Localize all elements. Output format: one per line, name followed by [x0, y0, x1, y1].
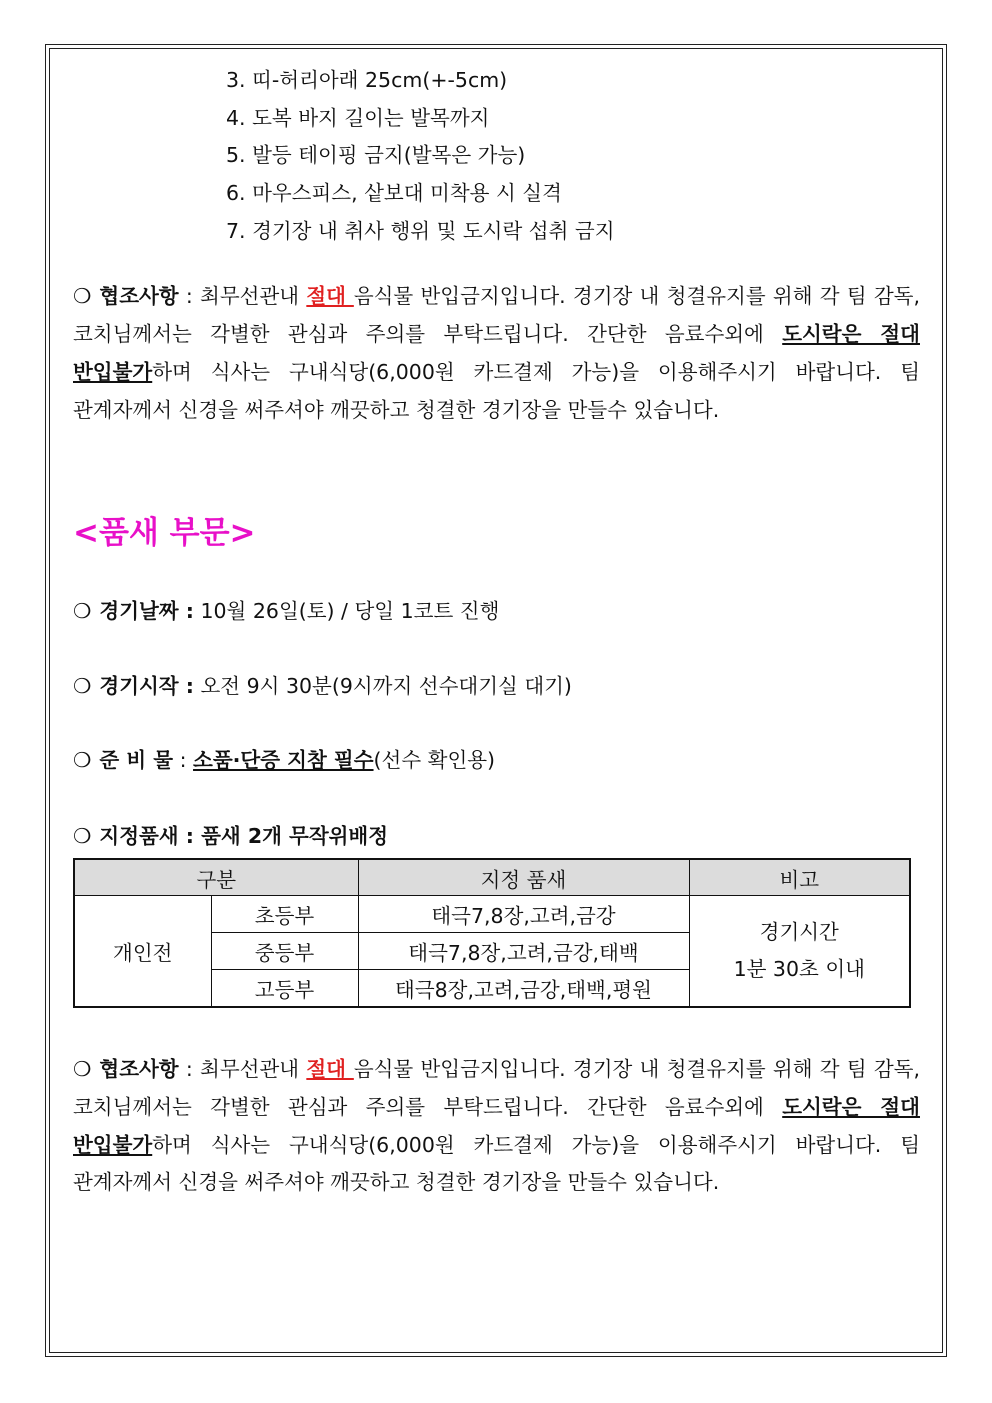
cooperation-notice: ❍ 협조사항 : 최무선관내 절대 음식물 반입금지입니다. 경기장 내 청결유지를 위해 각 팀 감독, 코치님께서는 각별한 관심과 주의를 부탁드립니다. 간단한 음료수외에 도시락은 절대 반입불가하며 식사는 구내식당(6,000원 카드결제 가능)을 이용해주시기 바랍니다. 팀 관계자께서 신경을 써주셔야 깨끗하고 청결한 경기장을 만들수 있습니다. [73, 1057, 921, 1195]
rule-item: 6. 마우스피스, 샅보대 미착용 시 실격 [226, 181, 562, 206]
lunchbox-ban: 도시락은 절대 반입불가 [73, 1094, 920, 1157]
poomsae-cell: 태극7,8장,고려,금강 [358, 896, 689, 933]
lunchbox-ban: 도시락은 절대 반입불가 [73, 322, 920, 384]
assigned-poomsae: ❍ 지정품새 : 품새 2개 무작위배정 [73, 824, 389, 849]
division-cell: 중등부 [211, 933, 358, 970]
bullet-circle-icon: ❍ [73, 284, 92, 309]
rule-item: 4. 도복 바지 길이는 발목까지 [226, 105, 490, 130]
header-division: 구분 [74, 859, 358, 896]
poomsae-cell: 태극8장,고려,금강,태백,평원 [358, 970, 689, 1008]
group-cell: 개인전 [74, 896, 211, 1008]
table-row [74, 896, 910, 933]
document-body [73, 62, 920, 1202]
poomsae-table [73, 858, 911, 1008]
rule-item: 7. 경기장 내 취사 행위 및 도시락 섭취 금지 [226, 218, 615, 243]
emphasis-absolute: 절대 [306, 1057, 354, 1082]
preparation: ❍ 준 비 물 : 소품·단증 지참 필수(선수 확인용) [73, 748, 496, 773]
cooperation-label: 협조사항 [99, 1057, 179, 1082]
cooperation-notice: ❍ 협조사항 : 최무선관내 절대 음식물 반입금지입니다. 경기장 내 청결유지를 위해 각 팀 감독, 코치님께서는 각별한 관심과 주의를 부탁드립니다. 간단한 음료수외에 도시락은 절대 반입불가하며 식사는 구내식당(6,000원 카드결제 가능)을 이용해주시기 바랍니다. 팀 관계자께서 신경을 써주셔야 깨끗하고 청결한 경기장을 만들수 있습니다. [73, 284, 921, 422]
header-poomsae: 지정 품새 [358, 859, 689, 896]
cooperation-label: 협조사항 [99, 284, 179, 309]
remark-cell: 경기시간 1분 30초 이내 [689, 896, 910, 1008]
bullet-circle-icon: ❍ [73, 599, 92, 624]
table-header-row [74, 859, 910, 896]
header-remark: 비고 [689, 859, 910, 896]
preparation-required: 소품·단증 지참 필수 [193, 748, 374, 773]
division-cell: 초등부 [211, 896, 358, 933]
division-cell: 고등부 [211, 970, 358, 1008]
poomsae-cell: 태극7,8장,고려,금강,태백 [358, 933, 689, 970]
section-title: <품새 부문> [73, 515, 256, 552]
rule-item: 5. 발등 테이핑 금지(발목은 가능) [226, 143, 526, 168]
rules-list [73, 62, 920, 250]
match-start: ❍ 경기시작 : 오전 9시 30분(9시까지 선수대기실 대기) [73, 674, 572, 699]
emphasis-absolute: 절대 [306, 284, 354, 309]
bullet-circle-icon: ❍ [73, 748, 92, 773]
bullet-circle-icon: ❍ [73, 1057, 92, 1082]
rule-item: 3. 띠-허리아래 25cm(+-5cm) [226, 68, 508, 92]
match-date: ❍ 경기날짜 : 10월 26일(토) / 당일 1코트 진행 [73, 599, 500, 624]
bullet-circle-icon: ❍ [73, 824, 92, 849]
bullet-circle-icon: ❍ [73, 674, 92, 699]
